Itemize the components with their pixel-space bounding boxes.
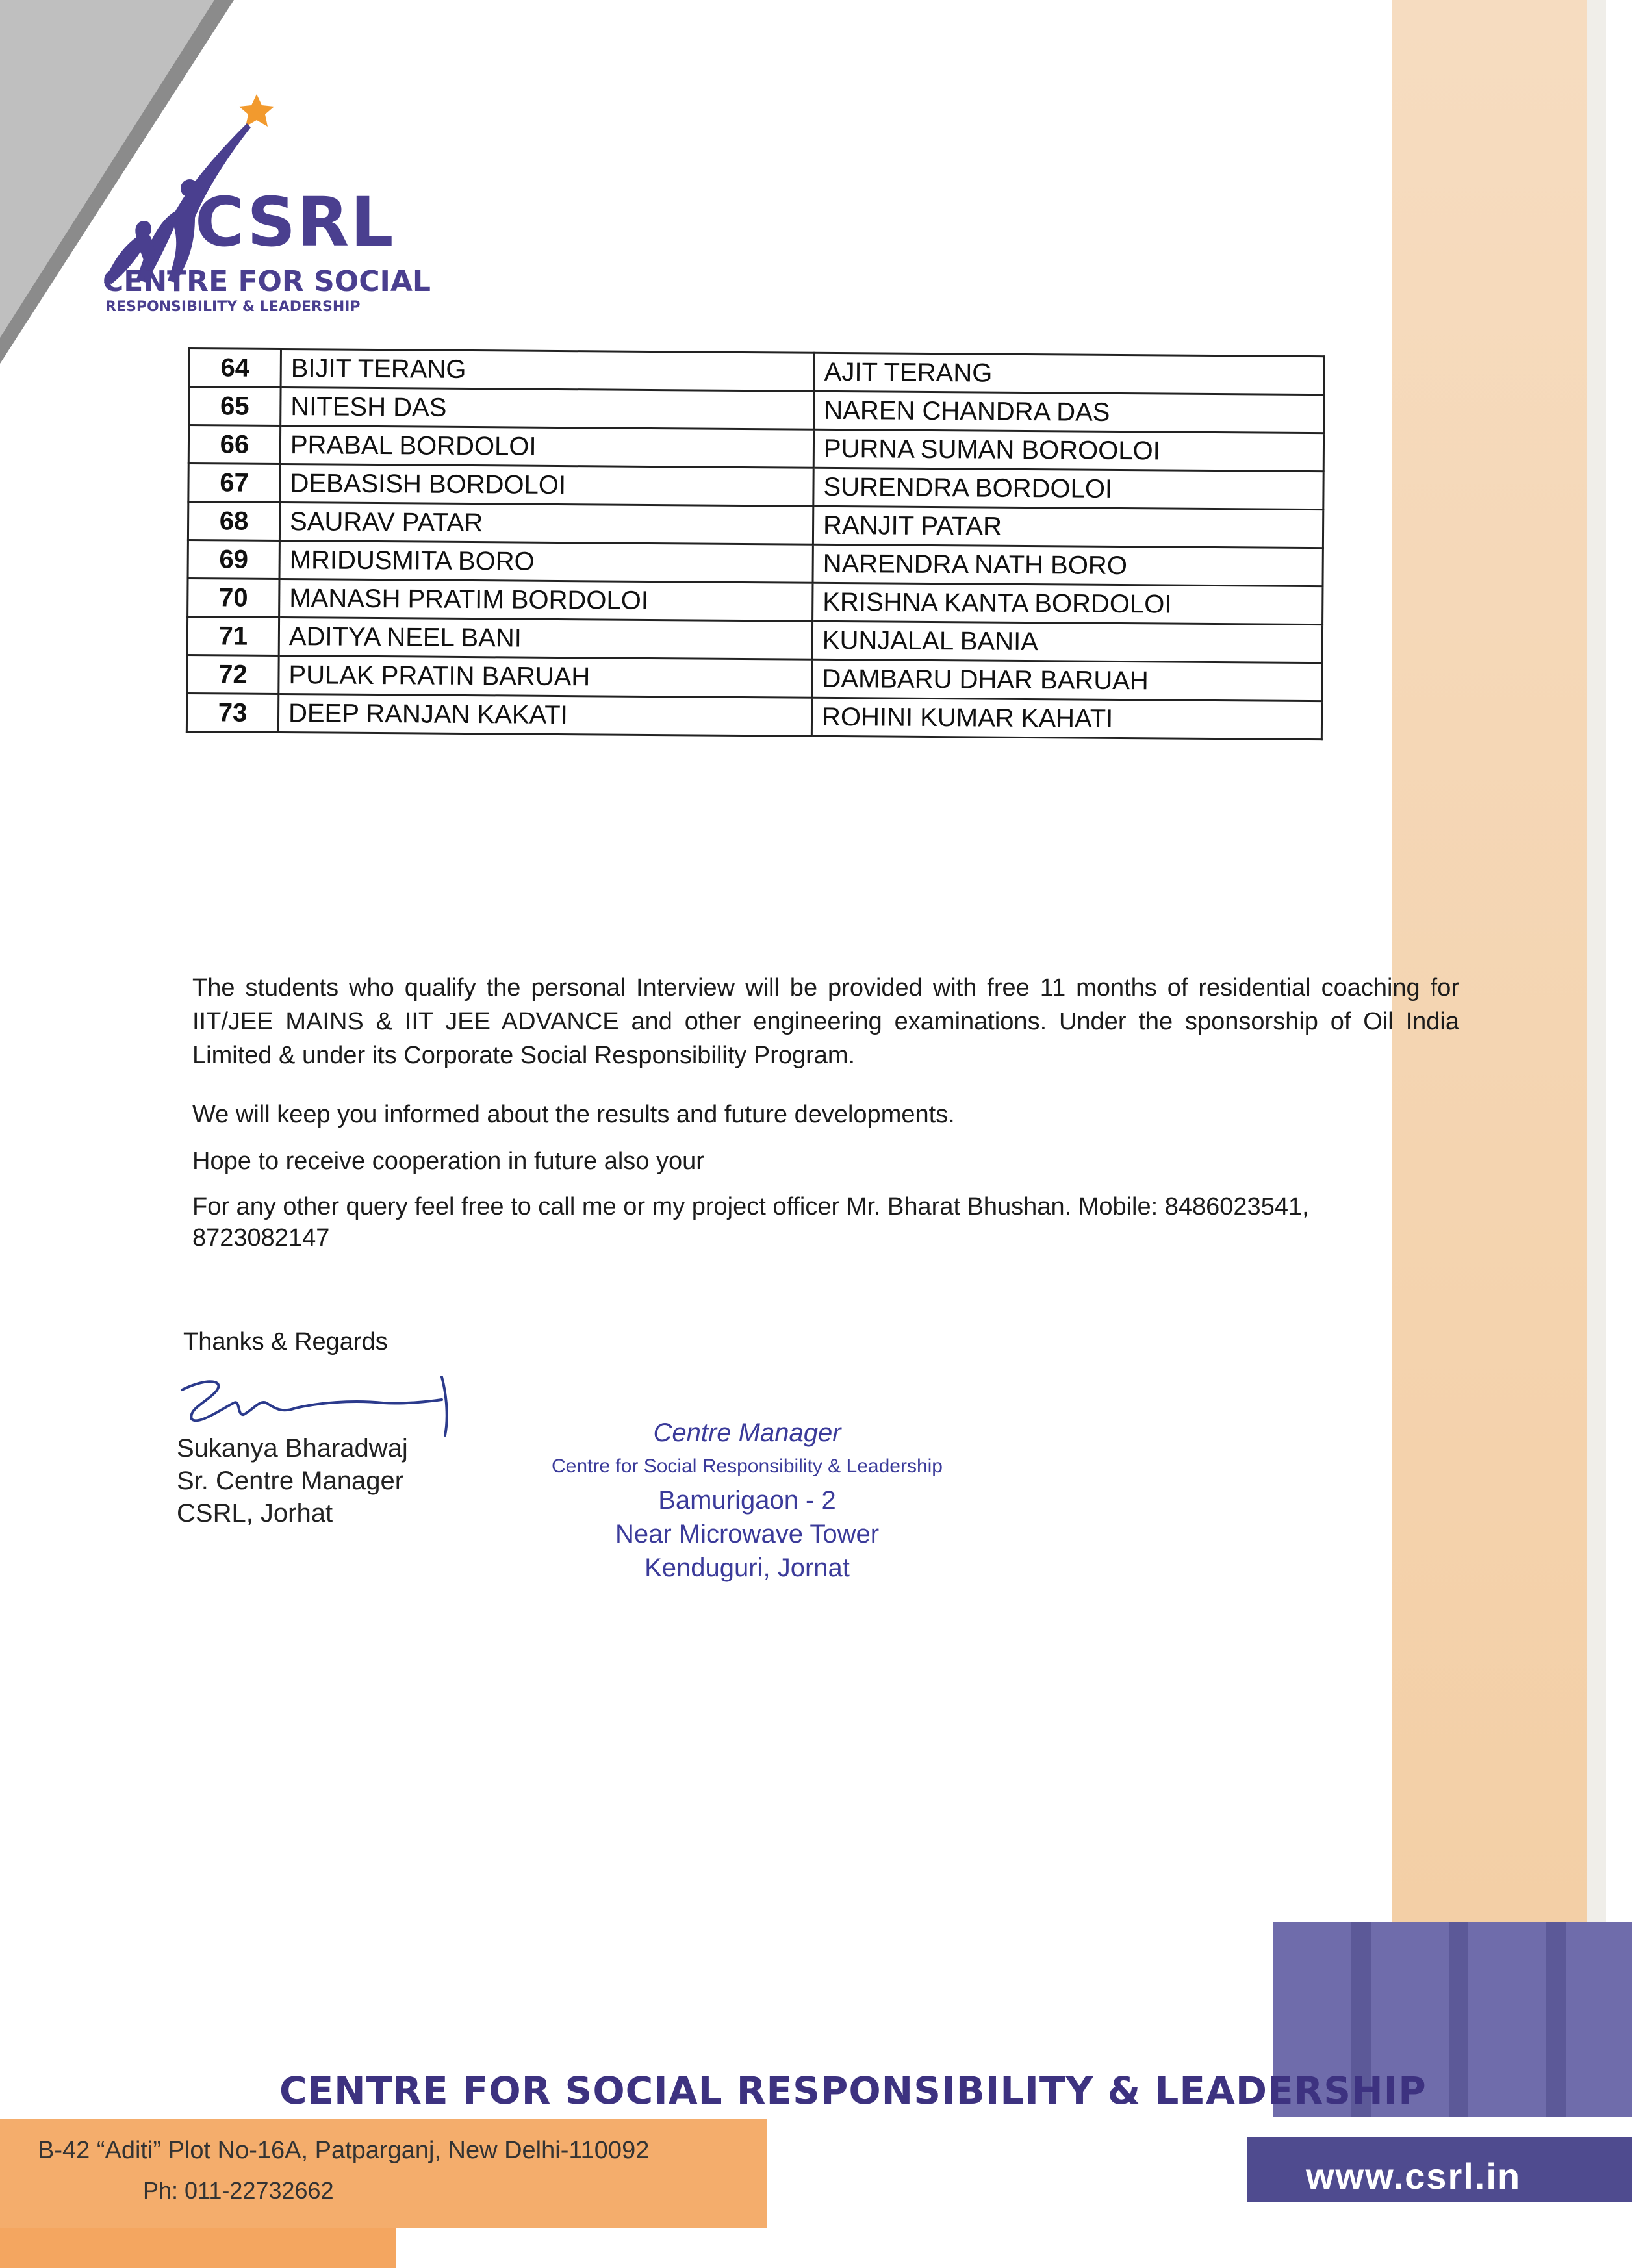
closing-regards: Thanks & Regards (183, 1328, 388, 1355)
stamp-line-2: Centre for Social Responsibility & Leadership (552, 1455, 943, 1477)
father-name-cell: ROHINI KUMAR KAHATI (811, 698, 1321, 739)
sl-cell: 64 (189, 349, 281, 388)
sl-cell: 68 (188, 502, 279, 541)
paragraph-query: For any other query feel free to call me or my project officer Mr. Bharat Bhushan. Mobile: 8486023541, (192, 1193, 1309, 1220)
father-name-cell: KRISHNA KANTA BORDOLOI (813, 583, 1323, 624)
sl-cell: 72 (187, 655, 279, 694)
sl-cell: 69 (188, 540, 279, 579)
stamp-line-5: Kenduguri, Jornat (644, 1554, 850, 1582)
logo-line-1: CENTRE FOR SOCIAL (103, 265, 431, 298)
student-name-cell: MRIDUSMITA BORO (279, 540, 813, 583)
stamp-line-1: Centre Manager (653, 1418, 841, 1447)
father-name-cell: RANJIT PATAR (813, 506, 1323, 548)
students-table (186, 347, 1325, 740)
footer-title: CENTRE FOR SOCIAL RESPONSIBILITY & LEADERSHIP (279, 2069, 1427, 2113)
father-name-cell: AJIT TERANG (814, 353, 1324, 394)
student-name-cell: SAURAV PATAR (279, 502, 813, 544)
paragraph-interview: The students who qualify the personal Interview will be provided with free 11 months of residential coaching for IIT/JEE MAINS & IIT JEE ADVANCE and other engineering examinations. Under the sponsorship of Oil India Limited & under its Corporate Social Responsibility Program. (192, 974, 1459, 1069)
signature-image (169, 1364, 474, 1442)
student-name-cell: DEEP RANJAN KAKATI (278, 694, 811, 736)
sl-cell: 67 (188, 464, 280, 503)
student-name-cell: MANASH PRATIM BORDOLOI (279, 579, 813, 621)
signatory-place: CSRL, Jorhat (177, 1499, 333, 1528)
mobile-number: 8723082147 (192, 1224, 330, 1252)
sl-cell: 71 (187, 617, 279, 656)
stamp-line-3: Bamurigaon - 2 (658, 1486, 836, 1515)
father-name-cell: SURENDRA BORDOLOI (813, 468, 1323, 509)
stamp-line-4: Near Microwave Tower (615, 1520, 880, 1548)
father-name-cell: KUNJALAL BANIA (812, 621, 1322, 662)
logo-wordmark: CSRL (195, 183, 395, 262)
decorative-stripe-edge (1587, 0, 1606, 1922)
father-name-cell: NARENDRA NATH BORO (813, 544, 1323, 586)
sl-cell: 65 (189, 387, 281, 426)
paragraph-cooperation: Hope to receive cooperation in future also your (192, 1148, 704, 1175)
father-name-cell: DAMBARU DHAR BARUAH (812, 659, 1322, 701)
decorative-footer-orange (0, 2228, 396, 2268)
student-name-cell: ADITYA NEEL BANI (279, 617, 812, 659)
logo-line-2: RESPONSIBILITY & LEADERSHIP (105, 299, 361, 315)
signatory-title: Sr. Centre Manager (177, 1467, 404, 1495)
student-name-cell: NITESH DAS (281, 387, 814, 429)
father-name-cell: NAREN CHANDRA DAS (814, 391, 1324, 433)
paragraph-results: We will keep you informed about the results and future developments. (192, 1101, 955, 1128)
sl-cell: 66 (188, 425, 280, 464)
student-name-cell: BIJIT TERANG (281, 349, 814, 391)
footer-phone: Ph: 011-22732662 (143, 2177, 334, 2204)
footer-address: B-42 “Aditi” Plot No-16A, Patparganj, New Delhi-110092 (38, 2137, 650, 2164)
father-name-cell: PURNA SUMAN BOROOLOI (813, 429, 1323, 471)
address-box (0, 2119, 767, 2228)
signatory-name: Sukanya Bharadwaj (177, 1434, 408, 1463)
signatory-block (177, 1432, 408, 1530)
sl-cell: 73 (186, 693, 278, 732)
student-name-cell: PULAK PRATIN BARUAH (279, 655, 812, 698)
student-name-cell: PRABAL BORDOLOI (280, 425, 813, 468)
sl-cell: 70 (188, 579, 279, 618)
table-row (186, 693, 1321, 739)
decorative-stripe-orange (1392, 0, 1587, 1922)
student-name-cell: DEBASISH BORDOLOI (280, 464, 813, 506)
office-stamp (513, 1416, 981, 1585)
footer-website-link[interactable]: www.csrl.in (1306, 2156, 1522, 2197)
